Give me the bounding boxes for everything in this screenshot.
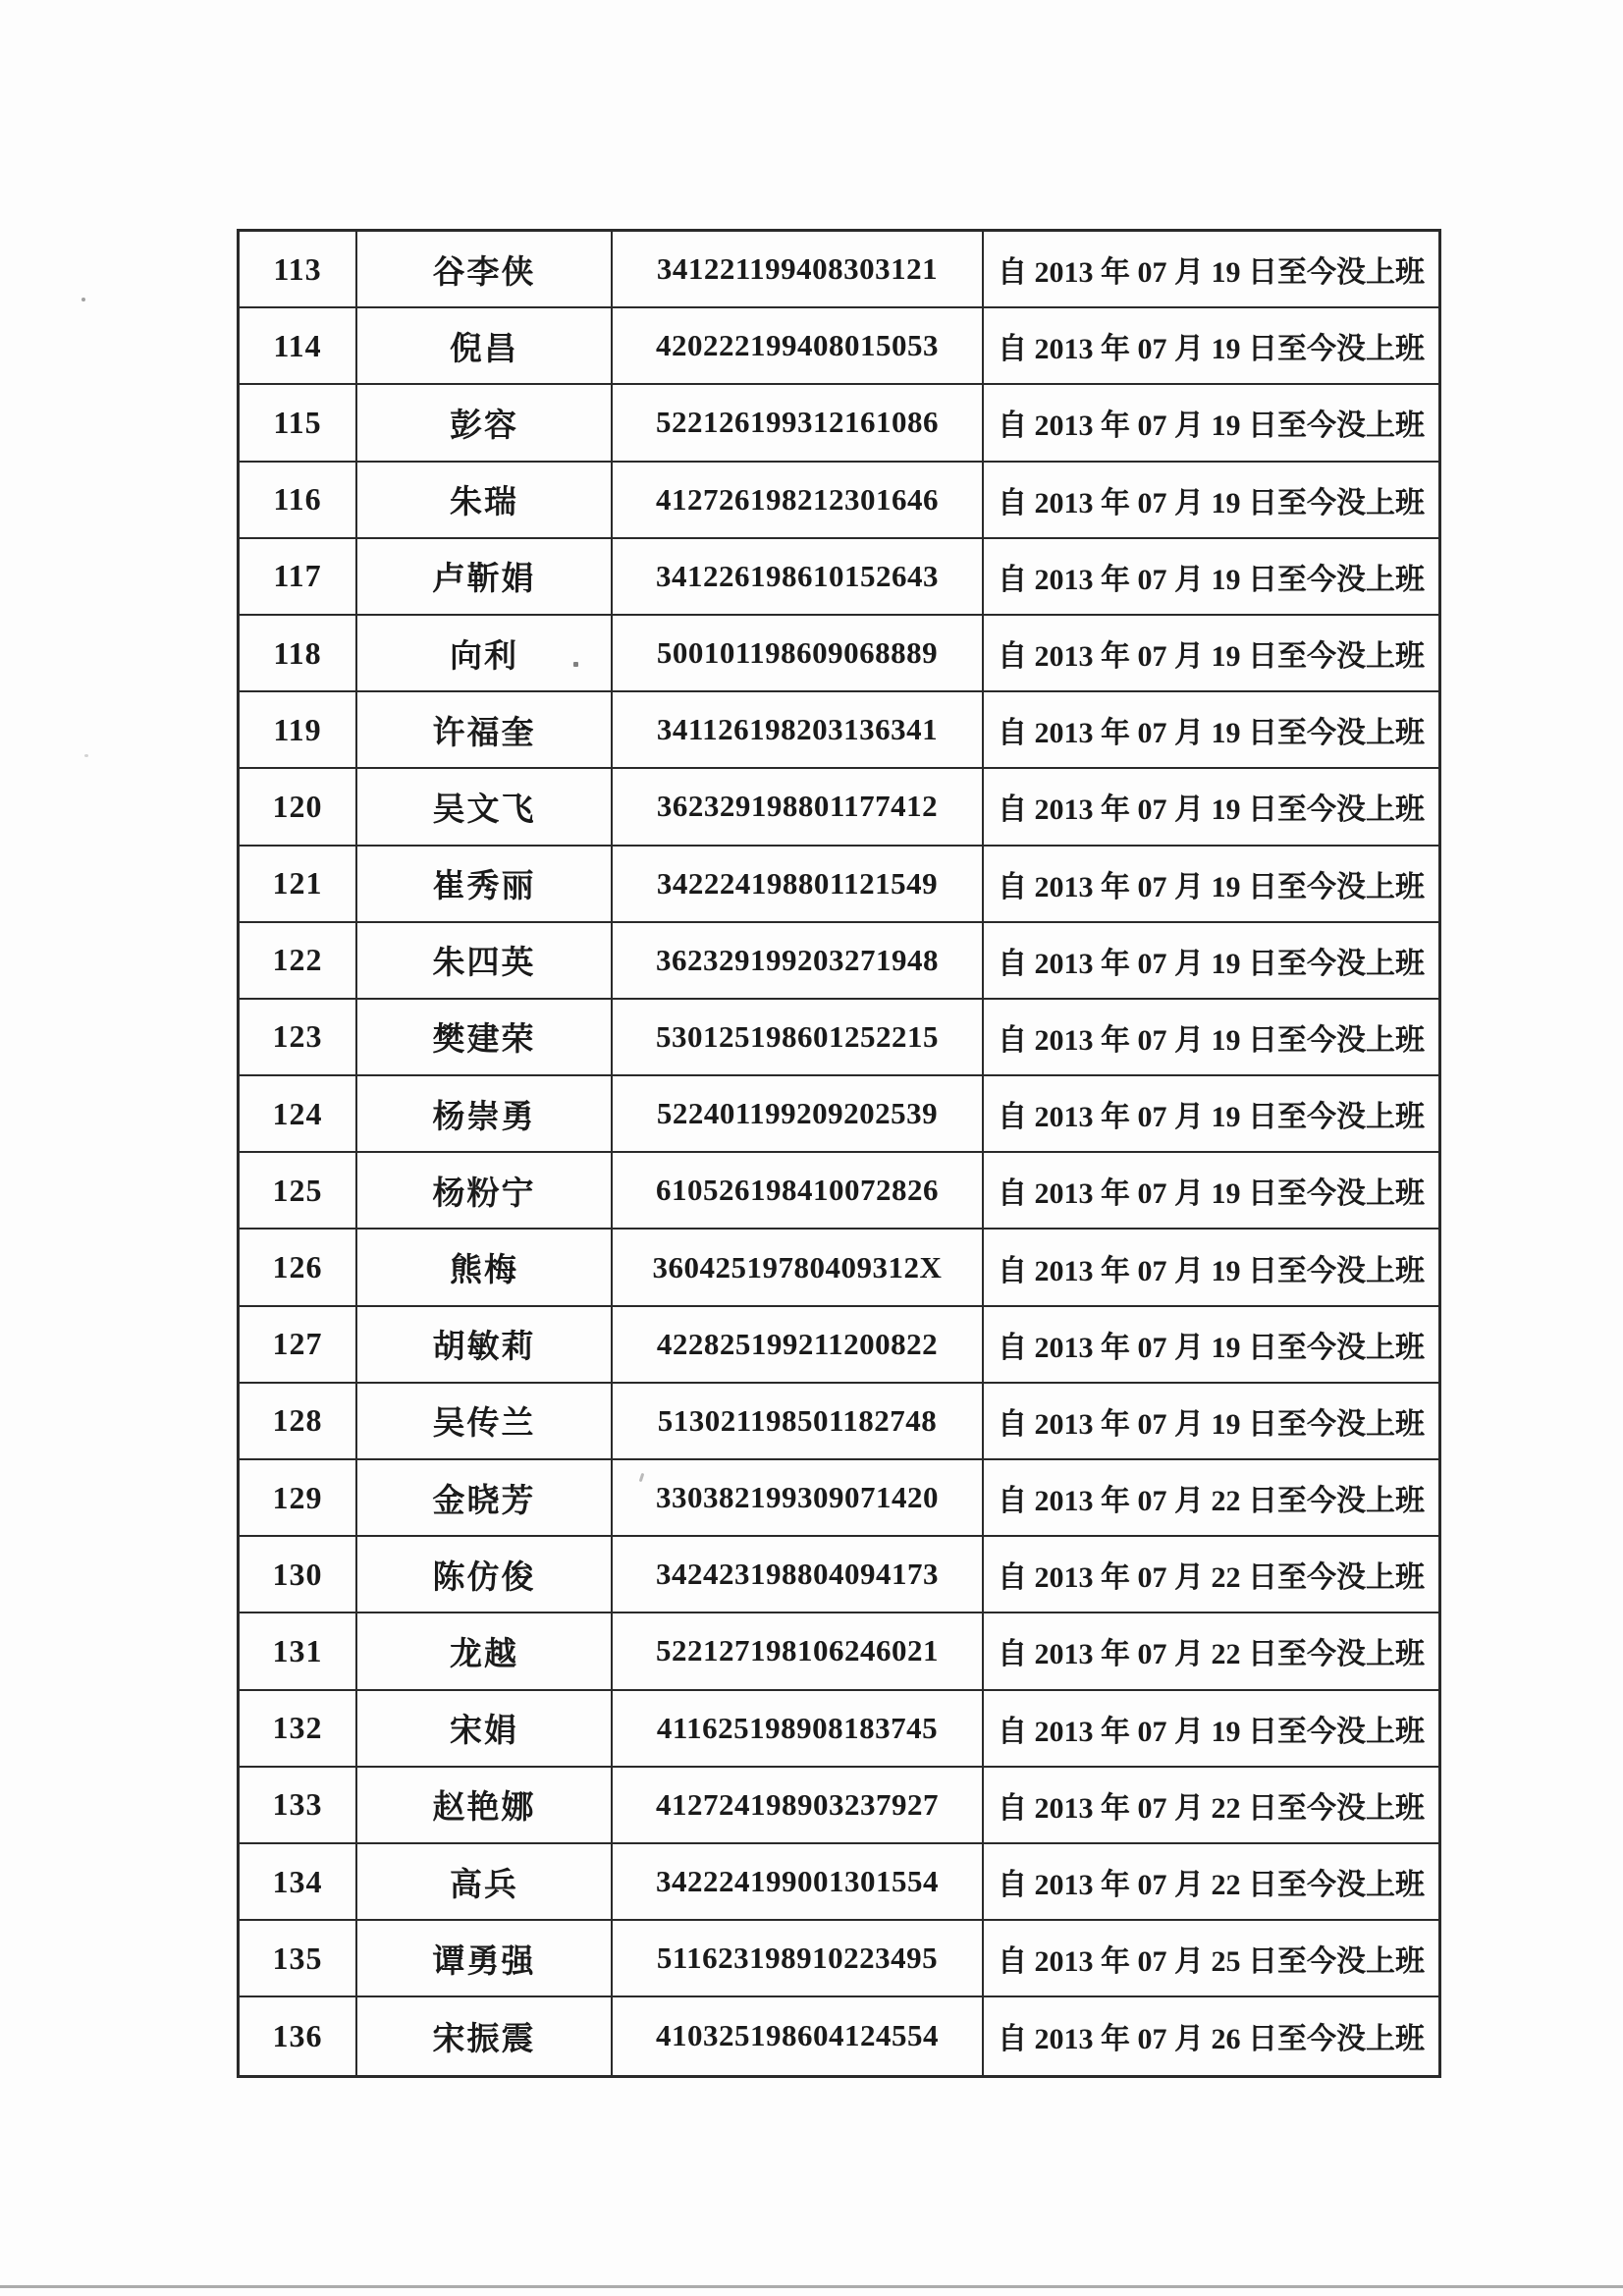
cell-name: 吴文飞 (357, 769, 613, 846)
cell-name: 卢靳娟 (357, 539, 613, 616)
cell-status: 自 2013 年 07 月 19 日至今没上班 (984, 1384, 1438, 1460)
cell-name: 崔秀丽 (357, 847, 613, 923)
cell-status: 自 2013 年 07 月 22 日至今没上班 (984, 1537, 1438, 1613)
cell-row-number: 136 (240, 1997, 357, 2074)
cell-row-number: 125 (240, 1153, 357, 1230)
cell-status: 自 2013 年 07 月 26 日至今没上班 (998, 2023, 1425, 2056)
cell-status: 自 2013 年 07 月 19 日至今没上班 (984, 232, 1438, 308)
cell-name: 赵艳娜 (357, 1768, 613, 1844)
cell-id-number: 36042519780409312X (613, 1230, 984, 1306)
cell-status: 自 2013 年 07 月 25 日至今没上班 (984, 1921, 1438, 1997)
cell-id-number: 513021198501182748 (613, 1384, 984, 1460)
cell-id-number: 500101198609068889 (613, 616, 984, 692)
cell-row-number: 126 (240, 1230, 357, 1306)
cell-row-number: 120 (240, 769, 357, 846)
cell-row-number: 116 (240, 463, 357, 539)
cell-row-number: 113 (240, 232, 357, 308)
cell-id-number: 341226198610152643 (613, 539, 984, 616)
cell-row-number: 127 (240, 1307, 357, 1384)
cell-status: 自 2013 年 07 月 19 日至今没上班 (984, 1230, 1438, 1306)
cell-id-number: 330382199309071420 (613, 1460, 984, 1537)
cell-id-number: 362329198801177412 (613, 769, 984, 846)
cell-status: 自 2013 年 07 月 19 日至今没上班 (984, 385, 1438, 462)
cell-row-number: 129 (240, 1460, 357, 1537)
cell-id-number: 422825199211200822 (613, 1307, 984, 1384)
cell-status: 自 2013 年 07 月 22 日至今没上班 (984, 1460, 1438, 1537)
cell-row-number: 117 (240, 539, 357, 616)
cell-name: 谷李侠 (357, 232, 613, 308)
cell-id-number: 412724198903237927 (613, 1768, 984, 1844)
scan-speck (84, 754, 88, 757)
cell-name: 许福奎 (357, 692, 613, 769)
cell-name: 胡敏莉 (357, 1307, 613, 1384)
cell-name: 倪昌 (357, 308, 613, 385)
cell-status: 自 2013 年 07 月 19 日至今没上班 (984, 923, 1438, 1000)
cell-id-number: 511623198910223495 (613, 1921, 984, 1997)
cell-status: 自 2013 年 07 月 22 日至今没上班 (984, 1844, 1438, 1921)
cell-status: 自 2013 年 07 月 19 日至今没上班 (984, 1153, 1438, 1230)
cell-id-number: 362329199203271948 (613, 923, 984, 1000)
cell-name: 宋娟 (357, 1691, 613, 1768)
cell-name: 陈仿俊 (357, 1537, 613, 1613)
cell-id-number: 610526198410072826 (613, 1153, 984, 1230)
cell-row-number: 124 (240, 1076, 357, 1153)
cell-id-number: 342423198804094173 (613, 1537, 984, 1613)
cell-name: 吴传兰 (357, 1384, 613, 1460)
cell-name: 彭容 (357, 385, 613, 462)
scan-speck (81, 298, 85, 301)
cell-status: 自 2013 年 07 月 19 日至今没上班 (984, 847, 1438, 923)
cell-name: 谭勇强 (357, 1921, 613, 1997)
cell-status: 自 2013 年 07 月 19 日至今没上班 (984, 769, 1438, 846)
cell-name: 金晓芳 (357, 1460, 613, 1537)
cell-id-number: 522401199209202539 (613, 1076, 984, 1153)
cell-id-number: 341221199408303121 (613, 232, 984, 308)
cell-name: 宋振震 (357, 1997, 613, 2074)
cell-status: 自 2013 年 07 月 19 日至今没上班 (984, 308, 1438, 385)
cell-id-number: 411625198908183745 (613, 1691, 984, 1768)
cell-id-number: 342224198801121549 (613, 847, 984, 923)
cell-name: 龙越 (357, 1613, 613, 1690)
cell-id-number: 530125198601252215 (613, 1000, 984, 1076)
cell-row-number: 122 (240, 923, 357, 1000)
cell-name: 高兵 (357, 1844, 613, 1921)
cell-status: 自 2013 年 07 月 19 日至今没上班 (984, 539, 1438, 616)
cell-status: 自 2013 年 07 月 19 日至今没上班 (984, 1691, 1438, 1768)
cell-row-number: 134 (240, 1844, 357, 1921)
cell-id-number: 522127198106246021 (613, 1613, 984, 1690)
cell-status: 自 2013 年 07 月 22 日至今没上班 (984, 1768, 1438, 1844)
cell-id-number: 342224199001301554 (613, 1844, 984, 1921)
cell-id-number: 420222199408015053 (613, 308, 984, 385)
cell-row-number: 131 (240, 1613, 357, 1690)
attendance-table (237, 229, 1441, 2078)
cell-name: 杨粉宁 (357, 1153, 613, 1230)
cell-row-number: 115 (240, 385, 357, 462)
cell-status: 自 2013 年 07 月 19 日至今没上班 (984, 692, 1438, 769)
cell-row-number: 130 (240, 1537, 357, 1613)
cell-status: 自 2013 年 07 月 19 日至今没上班 (984, 1076, 1438, 1153)
cell-status: 自 2013 年 07 月 19 日至今没上班 (984, 616, 1438, 692)
cell-status: 自 2013 年 07 月 19 日至今没上班 (984, 1000, 1438, 1076)
cell-id-number: 341126198203136341 (613, 692, 984, 769)
cell-row-number: 114 (240, 308, 357, 385)
cell-name: 朱四英 (357, 923, 613, 1000)
cell-name: 杨崇勇 (357, 1076, 613, 1153)
cell-name: 熊梅 (357, 1230, 613, 1306)
cell-id-number: 522126199312161086 (613, 385, 984, 462)
cell-row-number: 118 (240, 616, 357, 692)
cell-row-number: 128 (240, 1384, 357, 1460)
scanner-edge-line (0, 2285, 1623, 2288)
cell-row-number: 121 (240, 847, 357, 923)
cell-status: 自 2013 年 07 月 19 日至今没上班 (984, 463, 1438, 539)
cell-row-number: 135 (240, 1921, 357, 1997)
cell-name: 樊建荣 (357, 1000, 613, 1076)
cell-status: 自 2013 年 07 月 19 日至今没上班 (984, 1307, 1438, 1384)
cell-row-number: 119 (240, 692, 357, 769)
cell-id-number: 412726198212301646 (613, 463, 984, 539)
cell-status: 自 2013 年 07 月 22 日至今没上班 (984, 1613, 1438, 1690)
cell-row-number: 123 (240, 1000, 357, 1076)
scan-speck (573, 662, 578, 667)
cell-id-number: 410325198604124554 (613, 1997, 984, 2074)
cell-name: 向利 (357, 616, 613, 692)
cell-row-number: 133 (240, 1768, 357, 1844)
cell-name: 朱瑞 (357, 463, 613, 539)
cell-row-number: 132 (240, 1691, 357, 1768)
